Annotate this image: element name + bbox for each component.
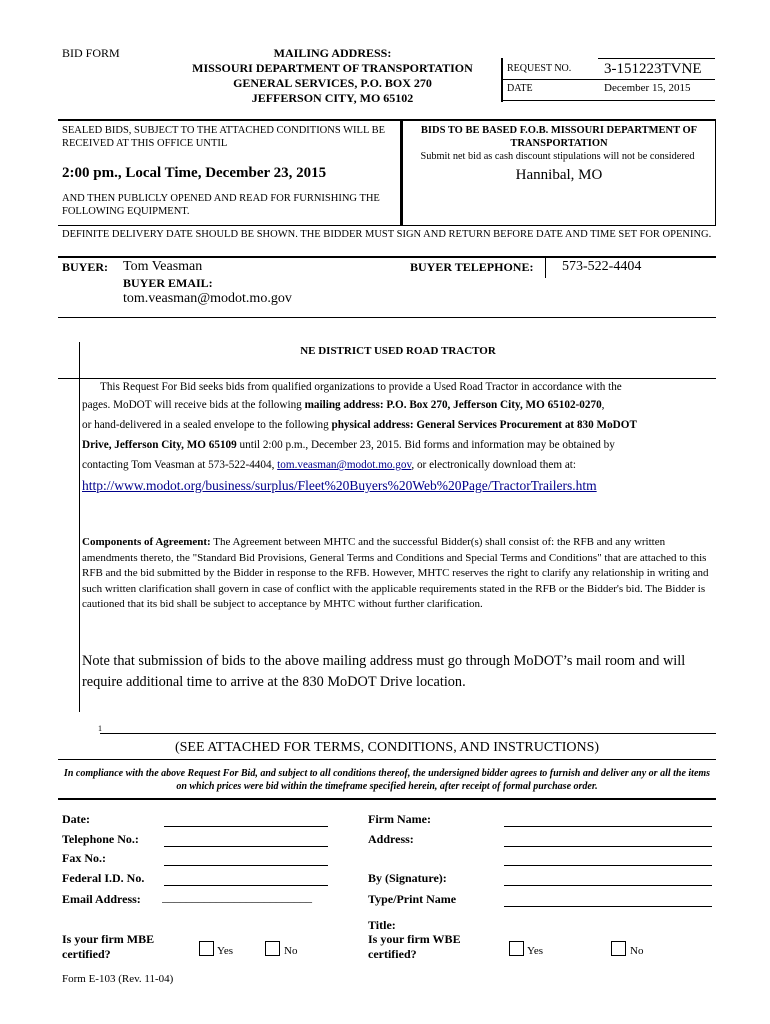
buyer-phone-divider [545, 256, 546, 278]
address-input-2[interactable] [504, 865, 712, 866]
body-left-rule [79, 342, 80, 712]
fob-title: BIDS TO BE BASED F.O.B. MISSOURI DEPARTMENT OF TRANSPORTATION [420, 125, 698, 149]
buyer-email-link[interactable]: tom.veasman@modot.mo.gov [277, 459, 412, 471]
mbe-yes-checkbox[interactable] [199, 941, 214, 956]
date-field-label: Date: [62, 812, 90, 826]
federal-id-field-label: Federal I.D. No. [62, 871, 145, 885]
buyer-telephone: 573-522-4404 [562, 259, 642, 274]
buyer-email-label: BUYER EMAIL: [123, 276, 213, 290]
mailing-title: MAILING ADDRESS: [273, 46, 392, 60]
fob-location: Hannibal, MO [515, 167, 603, 183]
telephone-input[interactable] [164, 846, 328, 847]
signature-field-label: By (Signature): [368, 871, 447, 885]
address-input-1[interactable] [504, 846, 712, 847]
wbe-question: Is your firm WBE certified? [368, 932, 461, 961]
form-footer: Form E-103 (Rev. 11-04) [62, 973, 174, 985]
sealed-bids-text: SEALED BIDS, SUBJECT TO THE ATTACHED CONDITIONS WILL BE RECEIVED AT THIS OFFICE UNTIL [62, 125, 386, 149]
buyer-telephone-label: BUYER TELEPHONE: [410, 260, 534, 274]
wbe-no-label: No [630, 945, 644, 957]
mbe-no-checkbox[interactable] [265, 941, 280, 956]
compliance-rule [58, 798, 716, 800]
components-of-agreement: Components of Agreement: The Agreement between MHTC and the successful Bidder(s) shall consist of: the RFB and any written amendments thereto, the "Standard Bid Provisions, General Terms and Conditions and Special Terms and Conditions" that are attached to this RFB and the bid submitted by the Bidder in response to the RFB. However, MHTC reserves the right to clarify any relationship in writing and such written clarification shall govern in case of conflict with the applicable requirements stated in the RFB or the Bidder's bid. The Bidder is cautioned that its bid shall be subject to acceptance by MHTC without further clarification. [82, 536, 709, 610]
bid-form-label: BID FORM [62, 46, 120, 60]
federal-id-input[interactable] [164, 885, 328, 886]
signature-input[interactable] [504, 885, 712, 886]
buyer-name: Tom Veasman [123, 259, 203, 274]
telephone-field-label: Telephone No.: [62, 832, 139, 846]
date-label: DATE [507, 83, 533, 94]
date-input[interactable] [164, 826, 328, 827]
request-box-divider [501, 79, 715, 80]
request-box-left-border [501, 58, 503, 102]
buyer-box-bottom [58, 317, 716, 318]
request-box-bottom [501, 100, 715, 101]
sealed-box-right [715, 119, 716, 225]
section-title: NE DISTRICT USED ROAD TRACTOR [300, 345, 496, 357]
sealed-box-top [58, 119, 716, 121]
sealed-box-divider [400, 119, 403, 225]
publicly-opened-text: AND THEN PUBLICLY OPENED AND READ FOR FURNISHING THE FOLLOWING EQUIPMENT. [62, 193, 380, 217]
type-print-name-input[interactable] [504, 906, 712, 907]
p1-line-2: pages. MoDOT will receive bids at the following mailing address: P.O. Box 270, Jefferson City, MO 65102-0270, [82, 399, 605, 411]
compliance-statement: In compliance with the above Request For Bid, and subject to all conditions thereof, the undersigned bidder agrees to furnish and deliver any or all the items on which prices were bid within the timeframe specified herein, after receipt of formal purchase order. [63, 768, 711, 792]
fob-note: Submit net bid as cash discount stipulations will not be considered [420, 151, 695, 162]
fax-field-label: Fax No.: [62, 851, 106, 865]
firm-name-field-label: Firm Name: [368, 812, 431, 826]
mailing-line-2: GENERAL SERVICES, P.O. BOX 270 [233, 76, 432, 90]
type-print-name-label: Type/Print Name [368, 892, 457, 906]
date-value: December 15, 2015 [604, 82, 691, 94]
request-no-value: 3-151223TVNE [604, 61, 702, 77]
mbe-yes-label: Yes [217, 945, 234, 957]
opening-time: 2:00 pm., Local Time, December 23, 2015 [62, 165, 327, 181]
p1-line-4: Drive, Jefferson City, MO 65109 until 2:00 p.m., December 23, 2015. Bid forms and information may be obtained by [82, 439, 615, 451]
download-url-link[interactable]: http://www.modot.org/business/surplus/Fleet%20Buyers%20Web%20Page/TractorTrailers.htm [82, 478, 597, 493]
wbe-yes-label: Yes [527, 945, 544, 957]
p1-line-5: contacting Tom Veasman at 573-522-4404, tom.veasman@modot.mo.gov, or electronically download them at: [82, 459, 577, 471]
email-input[interactable]: _________________________ [162, 890, 312, 904]
address-field-label: Address: [368, 832, 414, 846]
title-underline [58, 378, 716, 379]
wbe-no-checkbox[interactable] [611, 941, 626, 956]
sealed-box-bottom [58, 225, 716, 226]
terms-rule [58, 759, 716, 760]
p1-line-3: or hand-delivered in a sealed envelope to the following physical address: General Services Procurement at 830 MoDOT [82, 419, 637, 431]
request-box-top [598, 58, 715, 59]
wbe-yes-checkbox[interactable] [509, 941, 524, 956]
mailing-address-block [170, 46, 495, 106]
mbe-question: Is your firm MBE certified? [62, 932, 155, 961]
mail-room-note: Note that submission of bids to the above mailing address must go through MoDOT’s mail room and will require additional time to arrive at the 830 MoDOT Drive location. [82, 653, 686, 690]
firm-name-input[interactable] [504, 826, 712, 827]
p1-line-1: This Request For Bid seeks bids from qualified organizations to provide a Used Road Tractor in accordance with the [100, 381, 622, 393]
terms-heading: (SEE ATTACHED FOR TERMS, CONDITIONS, AND INSTRUCTIONS) [174, 740, 600, 755]
body-bottom-rule [100, 733, 716, 734]
email-field-label: Email Address: [62, 892, 141, 906]
page-mark: 1 [98, 724, 102, 733]
mailing-line-1: MISSOURI DEPARTMENT OF TRANSPORTATION [192, 61, 473, 75]
mailing-line-3: JEFFERSON CITY, MO 65102 [251, 91, 414, 105]
delivery-notice: DEFINITE DELIVERY DATE SHOULD BE SHOWN. THE BIDDER MUST SIGN AND RETURN BEFORE DATE AND TIME SET FOR OPENING. [62, 229, 712, 240]
title-field-label: Title: [368, 918, 396, 932]
buyer-label: BUYER: [62, 260, 109, 274]
buyer-email: tom.veasman@modot.mo.gov [123, 291, 292, 306]
fax-input[interactable] [164, 865, 328, 866]
mbe-no-label: No [284, 945, 298, 957]
request-no-label: REQUEST NO. [507, 63, 572, 74]
